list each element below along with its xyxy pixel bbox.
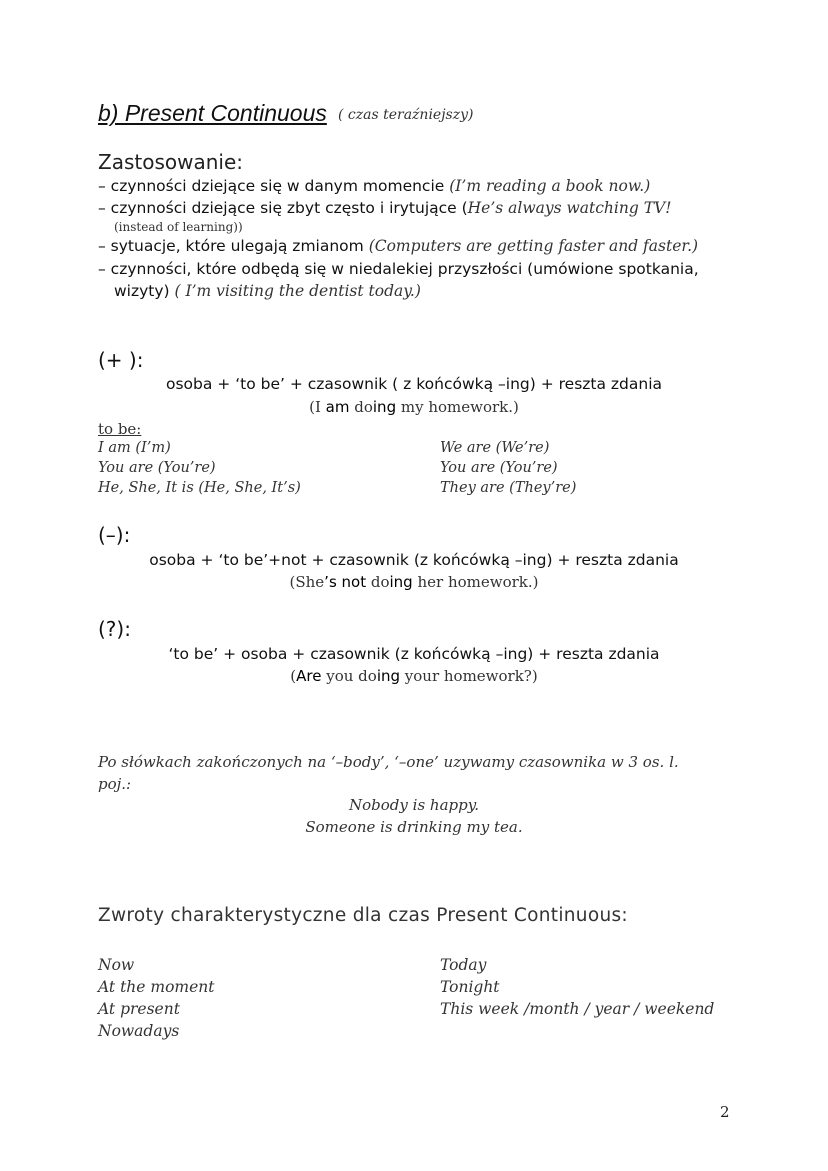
usage-item: wizyty) ( I’m visiting the dentist today.) <box>114 282 421 300</box>
negative-label: (–): <box>98 523 131 547</box>
question-label: (?): <box>98 617 131 641</box>
to-be-left: I am (I’m) <box>98 440 171 456</box>
affirmative-label: (+ ): <box>98 348 144 372</box>
phrase-item: This week /month / year / weekend <box>440 1000 715 1018</box>
negative-example: (She’s not doing her homework.) <box>289 573 539 591</box>
affirmative-example: (I am doing my homework.) <box>309 398 519 416</box>
question-formula: ‘to be’ + osoba + czasownik (z końcówką –ing) + reszta zdania <box>168 645 660 663</box>
usage-item: – czynności dziejące się zbyt często i irytujące (He’s always watching TV! <box>98 199 672 217</box>
question-example: (Are you doing your homework?) <box>290 667 538 685</box>
note-example: Someone is drinking my tea. <box>305 818 523 836</box>
to-be-heading: to be: <box>98 420 142 438</box>
affirmative-formula: osoba + ‘to be’ + czasownik ( z końcówką –ing) + reszta zdania <box>165 375 663 393</box>
to-be-right: You are (You’re) <box>440 460 558 476</box>
phrase-item: Now <box>98 956 135 974</box>
phrase-item: Tonight <box>440 978 500 996</box>
usage-item: – czynności dziejące się w danym momencie (I’m reading a book now.) <box>98 177 651 195</box>
usage-small-note: (instead of learning)) <box>114 220 243 234</box>
to-be-left: He, She, It is (He, She, It’s) <box>98 480 301 496</box>
note-line: poj.: <box>98 775 132 793</box>
usage-item: – sytuacje, które ulegają zmianom (Computers are getting faster and faster.) <box>98 237 699 255</box>
to-be-right: We are (We’re) <box>440 440 550 456</box>
phrase-item: At the moment <box>98 978 215 996</box>
usage-heading: Zastosowanie: <box>98 150 243 174</box>
phrase-item: Nowadays <box>98 1022 180 1040</box>
page-number: 2 <box>720 1103 730 1121</box>
to-be-right: They are (They’re) <box>440 480 577 496</box>
usage-item: – czynności, które odbędą się w niedalekiej przyszłości (umówione spotkania, <box>98 260 699 278</box>
section-title: b) Present Continuous <box>98 100 327 126</box>
negative-formula: osoba + ‘to be’+not + czasownik (z końcówką –ing) + reszta zdania <box>149 551 679 569</box>
note-example: Nobody is happy. <box>349 796 479 814</box>
note-line: Po słówkach zakończonych na ‘–body’, ‘–one’ uzywamy czasownika w 3 os. l. <box>98 753 679 771</box>
phrase-item: Today <box>440 956 487 974</box>
phrases-heading: Zwroty charakterystyczne dla czas Present Continuous: <box>98 905 628 926</box>
phrase-item: At present <box>98 1000 180 1018</box>
to-be-left: You are (You’re) <box>98 460 216 476</box>
section-title-note: ( czas teraźniejszy) <box>338 107 474 123</box>
